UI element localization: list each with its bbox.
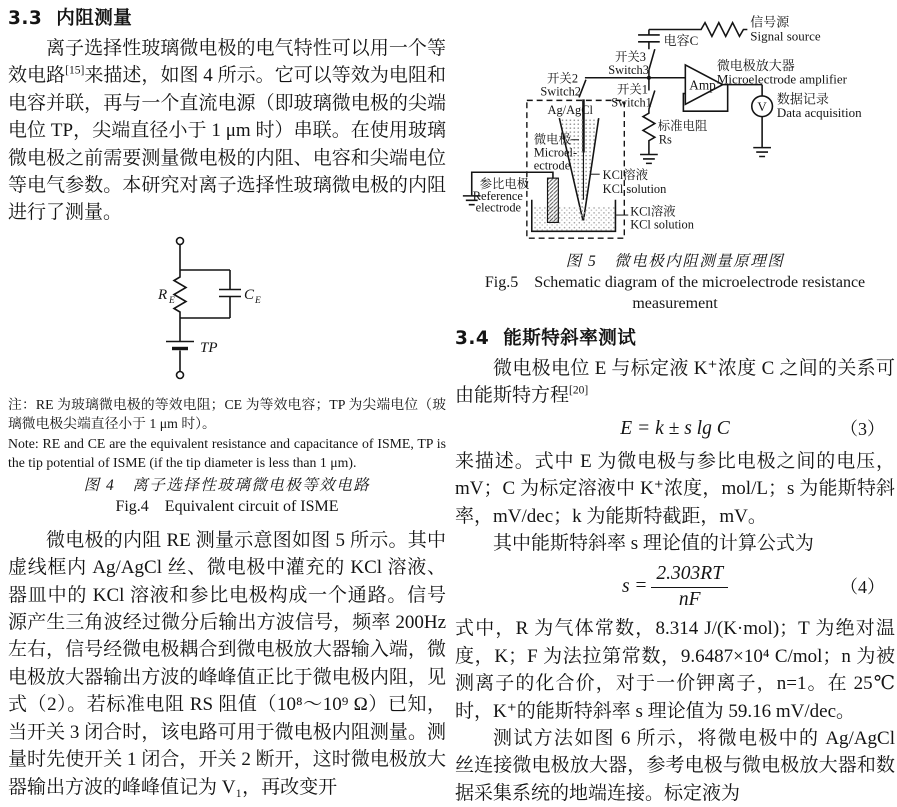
reference-electrode-rod <box>548 178 559 222</box>
nernst-text: 微电极电位 E 与标定液 K⁺浓度 C 之间的关系可由能斯特方程 <box>455 358 895 407</box>
standard-resistor-label-cn: 标准电阻 <box>657 118 708 133</box>
microelectrode-label-en1: Microel- <box>533 145 578 160</box>
reference-electrode-label-en2: electrode <box>475 200 522 215</box>
kcl-outer-label-en: KCl solution <box>630 217 694 232</box>
daq-label-en: Data acquisition <box>776 105 862 121</box>
section-3-3-heading <box>8 4 446 30</box>
agagcl-label: Ag/AgCl <box>547 103 593 118</box>
reference-electrode-label-cn: 参比电极 <box>479 176 530 191</box>
resistor-label-sub: E <box>169 295 175 306</box>
standard-resistor-label-en: Rs <box>658 132 672 147</box>
equation-3-body: E = k ± s lg C <box>620 417 730 439</box>
para1-text-a: 离子选择性玻璃微电极的电气特性可以用一个等效电路 <box>8 38 446 87</box>
equation-4-equals: = <box>635 575 647 597</box>
figure-5-caption-en-line2: measurement <box>632 295 718 312</box>
right-column <box>455 4 895 807</box>
switch3-label-cn: 开关3 <box>614 50 646 65</box>
equation-3-number: （3） <box>840 418 885 439</box>
capacitor-label: 电容C <box>663 33 699 49</box>
ground-symbol-middle <box>640 155 658 164</box>
microelectrode-label-en2: ectrode <box>533 158 571 173</box>
switch2-label-en: Switch2 <box>540 84 581 99</box>
citation-15: [15] <box>65 65 85 78</box>
kcl-outer-label-cn: KCl溶液 <box>630 204 676 219</box>
equation-4-numerator: 2.303RT <box>656 563 724 585</box>
vessel-solution-fill <box>533 207 615 231</box>
equivalent-circuit <box>166 237 241 378</box>
equation-4-lhs: s <box>621 575 630 597</box>
figure-5-schematic-drawing <box>455 4 895 244</box>
paragraph-resistance-measurement: 微电极的内阻 RE 测量示意图如图 5 所示。其中虚线框内 Ag/AgCl 丝、微电极中灌充的 KCl 溶液、器皿中的 KCl 溶液和参比电极构成一个通路。信号源产生三角波经过微分后输出方波信号，频率 200Hz 左右，信号经微电极耦合到微电极放大器输入端，微电极放大器输出方波的峰峰值正比于微电极内阻，见式（2）。若标准电阻 RS 阻值（10⁸～10⁹ Ω）已知，当开关 3 闭合时，该电路可用于微电极内阻测量。测量时先使开关 1 闭合，开关 2 断开，这时微电极放大器输出方波的峰峰值记为 V₁，再改变开 <box>8 529 446 798</box>
switch1-label-en: Switch1 <box>611 95 652 110</box>
reference-electrode-label-en1: Reference <box>472 188 523 203</box>
daq-label-cn: 数据记录 <box>776 91 829 107</box>
figure-4-circuit-drawing <box>107 230 347 390</box>
amp-label: Amp <box>689 77 716 93</box>
figure-5-caption-cn: 图 5 微电极内阻测量原理图 <box>565 253 785 270</box>
figure-5-caption-en-line1: Fig.5 Schematic diagram of the microelectrode resistance <box>484 274 866 291</box>
figure-4-caption-cn: 图 4 离子选择性玻璃微电极等效电路 <box>83 476 371 494</box>
para1-text-b: 来描述，如图 4 所示。它可以等效为电阻和电容并联，再与一个直流电源（即玻璃微电极的尖端电位 TP，尖端直径小于 1 μm 时）串联。在使用玻璃微电极之前需要测量微电极的内阻、电容和尖端电位等电气参数。本研究对离子选择性玻璃微电极的内阻进行了测量。 <box>8 65 446 224</box>
figure-4-note-cn: 注：RE 为玻璃微电极的等效电阻；CE 为等效电容；TP 为尖端电位（玻璃微电极尖端直径小于 1 μm 时）。 <box>8 396 446 432</box>
switch3-label-en: Switch3 <box>608 62 649 77</box>
figure-4-note-en: Note: RE and CE are the equivalent resistance and capacitance of ISME, TP is the tip potential of ISME (if the tip diameter is less than 1 μm). <box>8 435 446 471</box>
paragraph-equivalent-circuit-intro <box>8 35 446 227</box>
capacitor-label-sub: E <box>255 295 261 306</box>
top-terminal <box>177 237 184 244</box>
switch1-label-cn: 开关1 <box>616 82 648 97</box>
figure-4 <box>8 230 446 395</box>
equation-4-fraction <box>651 563 728 611</box>
resistor-symbol <box>174 270 186 318</box>
equation-4-denominator: nF <box>678 588 701 610</box>
paragraph-nernst-terms: 来描述。式中 E 为微电极与参比电极之间的电压，mV；C 为标定溶液中 K⁺浓度，mol/L；s 为能斯特斜率，mV/dec；k 为能斯特截距，mV。 <box>455 450 895 527</box>
section-3-4-number: 3.4 <box>455 328 490 349</box>
equation-4-number: （4） <box>840 577 885 598</box>
kcl-inner-label-cn: KCl溶液 <box>602 168 649 183</box>
section-3-4-heading <box>455 324 895 350</box>
voltmeter-label: V <box>757 99 767 115</box>
signal-source-label-en: Signal source <box>750 28 821 44</box>
capacitor-symbol <box>638 30 660 50</box>
tip-potential-label: TP <box>200 339 218 356</box>
citation-20: [20] <box>569 385 589 398</box>
section-3-3-number: 3.3 <box>8 8 43 29</box>
amplifier-label-cn: 微电极放大器 <box>716 57 795 73</box>
kcl-inner-label-en: KCl solution <box>602 181 667 196</box>
ground-symbol-right <box>753 148 771 157</box>
resistor-label-base: R <box>158 286 168 303</box>
section-3-3-title: 内阻测量 <box>56 8 133 29</box>
microelectrode-label-cn: 微电极 <box>533 132 571 147</box>
equation-3 <box>455 414 895 444</box>
switch3-symbol <box>649 49 655 78</box>
switch2-label-cn: 开关2 <box>547 71 579 86</box>
left-column <box>8 4 446 807</box>
equation-4 <box>455 563 895 611</box>
signal-source-label-cn: 信号源 <box>750 14 790 30</box>
section-3-4-title: 能斯特斜率测试 <box>503 328 637 349</box>
paragraph-slope-formula-intro: 其中能斯特斜率 s 理论值的计算公式为 <box>493 533 814 555</box>
paragraph-test-method: 测试方法如图 6 所示，将微电极中的 Ag/AgCl 丝连接微电极放大器，参考电极与微电极放大器和数据采集系统的地端连接。标定液为 <box>455 727 895 804</box>
amplifier-label-en: Microelectrode amplifier <box>716 71 847 87</box>
figure-5 <box>455 4 895 314</box>
bottom-terminal <box>177 371 184 378</box>
figure-4-caption-en: Fig.4 Equivalent circuit of ISME <box>115 497 339 515</box>
paragraph-constants: 式中，R 为气体常数，8.314 J/(K·mol)；T 为绝对温度，K；F 为法拉第常数，9.6487×10⁴ C/mol；n 为被测离子的化合价，对于一价钾离子，n=1。在 25℃时，K⁺的能斯特斜率 s 理论值为 59.16 mV/dec。 <box>455 618 895 722</box>
capacitor-label-base: C <box>244 286 255 303</box>
paragraph-nernst-intro <box>455 355 895 410</box>
capacitor-symbol <box>219 270 241 318</box>
